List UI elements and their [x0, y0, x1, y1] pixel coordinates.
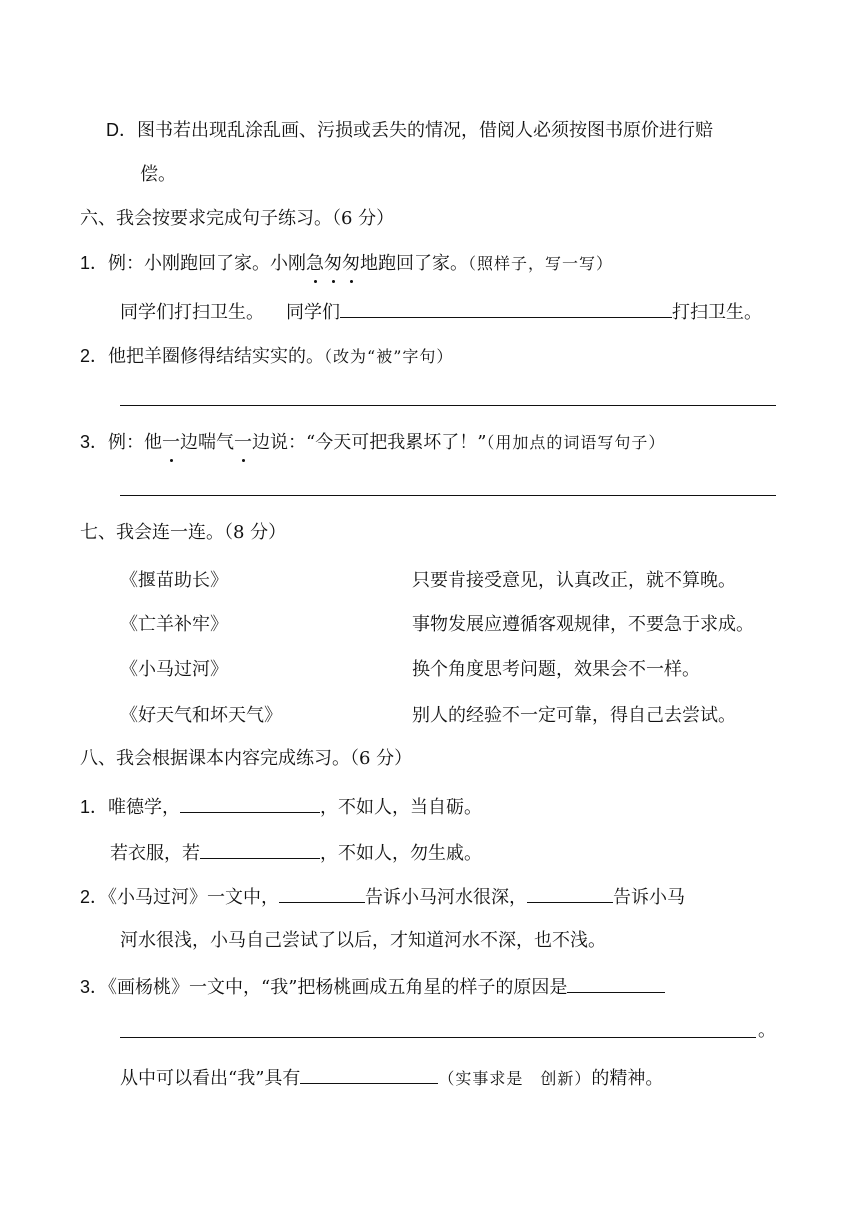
answer-blank[interactable] [300, 1063, 438, 1084]
q8-3-l3c: 的精神。 [591, 1068, 664, 1089]
q8-2-a: 《小马过河》一文中， [108, 887, 280, 908]
item-d-label: D． [106, 120, 137, 140]
q6-2-note: （改为“被”字句） [324, 347, 454, 366]
q6-2-number: 2． [80, 346, 109, 366]
q6-3-number: 3． [80, 432, 109, 452]
q8-3-number: 3． [80, 977, 109, 997]
dotted-char: 一 [162, 430, 180, 456]
q8-2-number: 2． [80, 887, 109, 907]
q8-3-options: （实事求是 创新） [438, 1069, 592, 1088]
dotted-char: 匆 [324, 251, 342, 277]
q6-1-number: 1． [80, 253, 109, 273]
q6-2-sentence: 他把羊圈修得结结实实的。 [108, 346, 325, 367]
q8-3-answer-line[interactable] [120, 1037, 756, 1038]
match-left-item[interactable]: 《亡羊补牢》 [120, 614, 228, 635]
q6-1-exercise [120, 297, 762, 326]
q8-1-a1: 唯德学， [108, 797, 181, 818]
dotted-char: 一 [234, 430, 252, 456]
section-7-title: 七、我会连一连。（8 分） [80, 522, 287, 543]
q6-2-answer-line[interactable] [120, 405, 776, 406]
q6-3-note: （用加点的词语写句子） [486, 433, 666, 452]
q6-3-answer-line[interactable] [120, 495, 776, 496]
match-right-item[interactable]: 别人的经验不一定可靠，得自己去尝试。 [412, 705, 736, 726]
q8-3-end-mark: 。 [758, 1020, 776, 1041]
match-left-item[interactable]: 《好天气和坏天气》 [120, 705, 282, 726]
item-d-line [106, 117, 713, 144]
answer-blank[interactable] [180, 792, 320, 813]
match-left-item[interactable]: 《小马过河》 [120, 659, 228, 680]
q6-3-part-b: 边喘气 [180, 432, 235, 453]
q8-1-a2: ，不如人，当自砺。 [320, 797, 483, 818]
answer-blank[interactable] [527, 882, 613, 903]
q6-1-example-b: 地跑回了家。 [360, 253, 469, 274]
q6-1-sentence: 同学们打扫卫生。 [120, 302, 264, 323]
q6-2-line [80, 343, 453, 370]
q8-2-c: 告诉小马 [613, 887, 686, 908]
q8-1-number: 1． [80, 797, 109, 817]
q6-1-line [80, 250, 613, 277]
q8-2-line-1 [80, 882, 685, 911]
q8-1-b1: 若衣服，若 [110, 843, 200, 864]
match-right-item[interactable]: 事物发展应遵循客观规律，不要急于求成。 [412, 614, 754, 635]
q8-3-line-1 [80, 972, 665, 1001]
q8-1-b2: ，不如人，勿生戚。 [320, 843, 482, 864]
q6-1-suffix: 打扫卫生。 [672, 302, 762, 323]
match-right-item[interactable]: 换个角度思考问题，效果会不一样。 [412, 659, 700, 680]
q6-1-prefix: 同学们 [286, 302, 340, 323]
q6-1-example-a: 例：小刚跑回了家。小刚 [108, 253, 307, 274]
q6-3-part-c: 边说：“今天可把我累坏了！” [252, 432, 487, 453]
q8-2-continuation: 河水很浅，小马自己尝试了以后，才知道河水不深，也不浅。 [120, 930, 606, 951]
answer-blank[interactable] [567, 972, 665, 993]
dotted-char: 匆 [342, 251, 360, 277]
answer-blank[interactable] [200, 838, 320, 859]
section-8-title: 八、我会根据课本内容完成练习。（6 分） [80, 748, 413, 769]
match-left-item[interactable]: 《揠苗助长》 [120, 570, 228, 591]
q8-3-a: 《画杨桃》一文中，“我”把杨桃画成五角星的样子的原因是 [108, 977, 568, 998]
q8-3-line-3 [120, 1063, 663, 1092]
answer-blank[interactable] [340, 297, 672, 318]
item-d-continuation: 偿。 [140, 164, 176, 185]
dotted-char: 急 [306, 251, 324, 277]
section-6-title: 六、我会按要求完成句子练习。（6 分） [80, 208, 395, 229]
item-d-text: 图书若出现乱涂乱画、污损或丢失的情况，借阅人必须按图书原价进行赔 [137, 120, 713, 141]
q8-3-l3a: 从中可以看出“我”具有 [120, 1068, 301, 1089]
q6-3-line [80, 429, 665, 456]
match-right-item[interactable]: 只要肯接受意见，认真改正，就不算晚。 [412, 570, 736, 591]
q8-1-line-2 [110, 838, 482, 867]
q6-1-note: （照样子，写一写） [468, 254, 614, 273]
q8-1-line-1 [80, 792, 482, 821]
q8-2-b: 告诉小马河水很深， [365, 887, 528, 908]
answer-blank[interactable] [279, 882, 365, 903]
q6-3-part-a: 例：他 [108, 432, 163, 453]
